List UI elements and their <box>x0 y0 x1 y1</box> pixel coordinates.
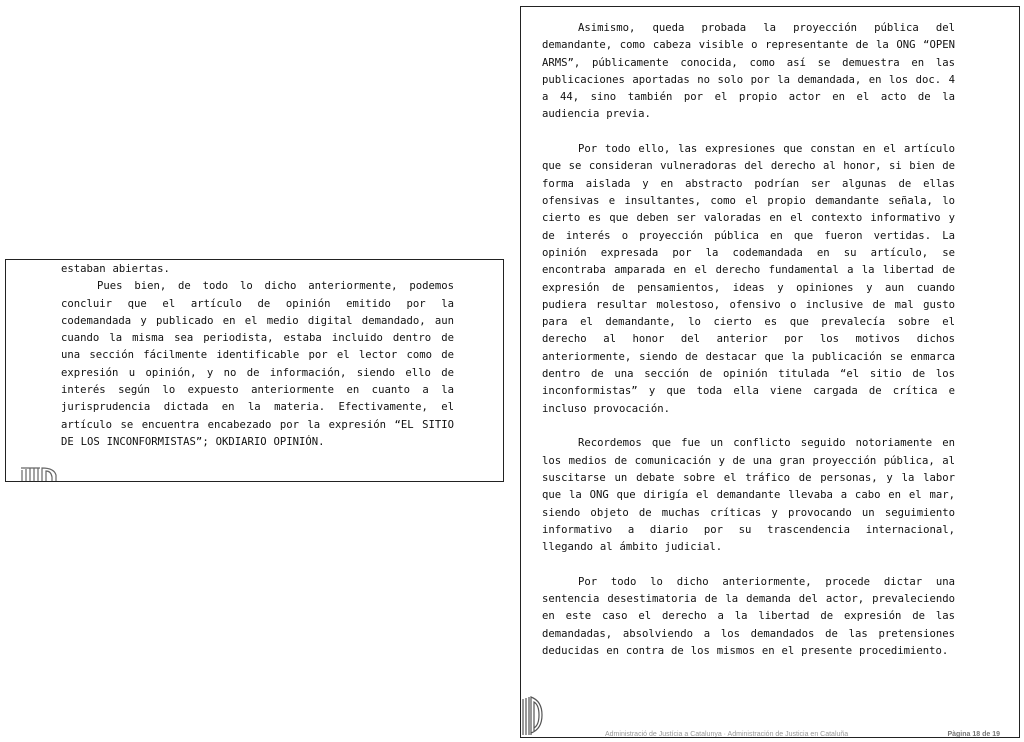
paragraph: Pues bien, de todo lo dicho anteriormente, podemos concluir que el artículo de opinión emitido por la codemandada y publicado en el medio digital demandado, aun cuando la misma sea periodista, estaba incluido dentro de una sección fácilmente identificable por el lector como de expresión u opinión, y no de información, siendo ello de interés según lo expuesto anteriormente en cuanto a la jurisprudencia dictada en la materia. Efectivamente, el artículo se encuentra encabezado por la expresión “EL SITIO DE LOS INCONFORMISTAS”; OKDIARIO OPINIÓN. <box>61 280 454 448</box>
paragraph: estaban abiertas. <box>61 263 170 275</box>
page-footer <box>605 731 1000 738</box>
page-body-right <box>542 20 955 678</box>
page-number: Pàgina 18 de 19 <box>947 731 1000 738</box>
paragraph: Recordemos que fue un conflicto seguido notoriamente en los medios de comunicación y de una gran proyección pública, al suscitarse un debate sobre el tráfico de personas, y la labor que la ONG que dirigía el demandante llevaba a cabo en el mar, siendo objeto de muchas críticas y provocando un seguimiento informativo a diario por su trascendencia internacional, llegando al ámbito judicial. <box>542 437 955 554</box>
document-page-right <box>520 6 1020 738</box>
page-body-left <box>61 261 454 451</box>
court-seal-icon <box>521 695 543 735</box>
paragraph: Por todo ello, las expresiones que constan en el artículo que se consideran vulneradoras del derecho al honor, si bien de forma aislada y en abstracto podrían ser algunas de ellas ofensivas e insultantes, como el propio demandante señala, lo cierto es que deben ser valoradas en el contexto informativo y de interés o proyección pública en que fueron vertidas. La opinión expresada por la codemandada en su artículo, se encontraba amparada en el derecho fundamental a la libertad de expresión de pensamientos, ideas y opiniones y aun cuando pudiera resultar molestoso, ofensivo o inclusive de mal gusto para el demandante, lo cierto es que prevalecía sobre el derecho al honor del anterior por los motivos dichos anteriormente, siendo de destacar que la publicación se enmarca dentro de una sección de opinión titulada “el sitio de los inconformistas” y que toda ella viene cargada de crítica e incluso provocación. <box>542 143 955 415</box>
footer-institution: Administració de Justícia a Catalunya · Administración de Justicia en Cataluña <box>605 731 849 738</box>
court-seal-icon <box>20 466 60 482</box>
paragraph: Asimismo, queda probada la proyección pública del demandante, como cabeza visible o representante de la ONG “OPEN ARMS”, públicamente conocida, como así se demuestra en las publicaciones aportadas no solo por la demandada, en los doc. 4 a 44, sino también por el propio actor en el acto de la audiencia previa. <box>542 22 955 121</box>
document-page-left <box>5 259 504 482</box>
paragraph: Por todo lo dicho anteriormente, procede dictar una sentencia desestimatoria de la demanda del actor, prevaleciendo en este caso el derecho a la libertad de expresión de las demandadas, absolviendo a los demandados de las pretensiones deducidas en contra de los mismos en el presente procedimiento. <box>542 575 955 657</box>
